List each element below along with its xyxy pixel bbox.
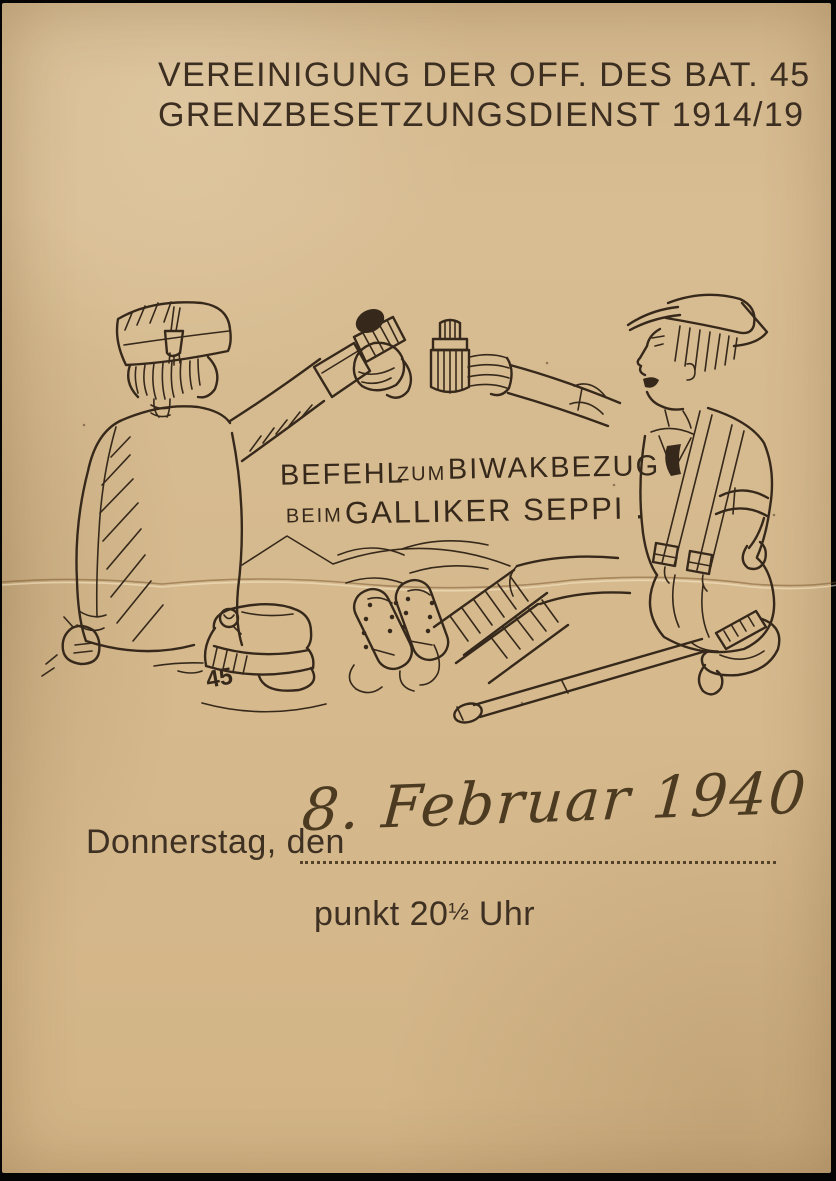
soldiers-toast-illustration [2, 273, 836, 753]
header-line-2: GRENZBESETZUNGSDIENST 1914/19 [158, 96, 805, 134]
peaked-cap [628, 295, 767, 371]
left-soldier [42, 302, 488, 676]
military-cap-45 [204, 604, 314, 694]
handwritten-date: 8. Februar 1940 [299, 758, 810, 845]
paper-sheet [2, 3, 831, 1173]
banner-line-2: BEIM GALLIKER SEPPI . [285, 490, 646, 531]
suspenders [653, 411, 744, 591]
time-fraction: ½ [448, 898, 469, 926]
fold-crease [2, 577, 836, 590]
puttee-legs [420, 557, 630, 685]
time-prefix: punkt 20 [314, 895, 449, 933]
date-label: Donnerstag, den [86, 823, 345, 861]
time-line [314, 895, 535, 934]
banner-line-1: BEFEHL ZUM BIWAKBEZUG [279, 450, 661, 492]
header-line-1: VEREINIGUNG DER OFF. DES BAT. 45 [158, 56, 811, 94]
cap-number: 45 [203, 662, 235, 694]
time-suffix: Uhr [478, 895, 536, 933]
kepi-cap [117, 302, 231, 365]
canteen-icon [431, 320, 469, 393]
header-block [158, 55, 811, 135]
ink-speckles [84, 363, 774, 703]
